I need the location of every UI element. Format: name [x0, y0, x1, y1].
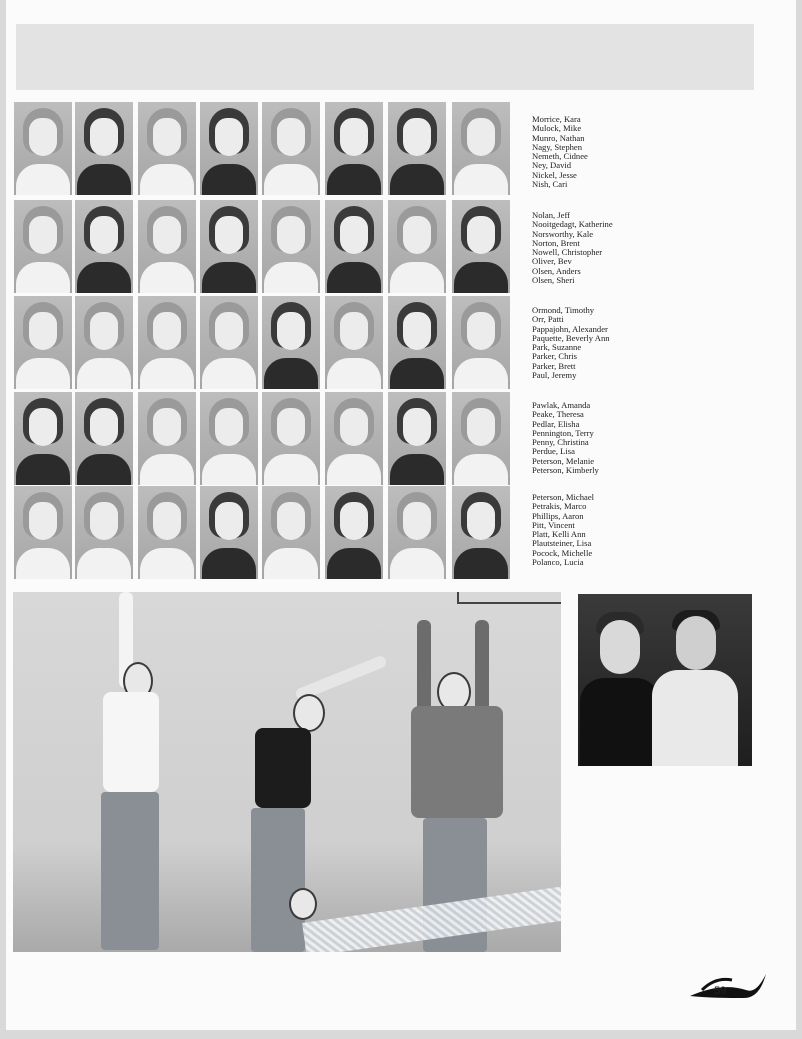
student-name: Phillips, Aaron [532, 510, 584, 521]
student-name: Morrice, Kara [532, 114, 581, 124]
student-name: Paul, Jeremy [532, 370, 577, 381]
name-list [532, 211, 613, 285]
name-list [532, 401, 599, 475]
student-name: Parker, Chris [532, 351, 578, 362]
student-portrait [200, 200, 258, 293]
student-name: Olsen, Sheri [532, 275, 575, 286]
group-photo [13, 592, 561, 952]
student-portrait [14, 486, 72, 579]
student-name: Munro, Nathan [532, 132, 585, 143]
student-name: Paquette, Beverly Ann [532, 332, 610, 343]
student-name: Pappajohn, Alexander [532, 323, 608, 334]
student-name: Plautsteiner, Lisa [532, 538, 592, 549]
student-portrait [325, 200, 383, 293]
name-list [532, 493, 594, 567]
student-portrait [388, 296, 446, 389]
name-list [532, 115, 588, 189]
student-portrait [452, 296, 510, 389]
student-portrait [200, 392, 258, 485]
student-name: Peterson, Michael [532, 492, 595, 502]
student-portrait [262, 200, 320, 293]
student-portrait [325, 392, 383, 485]
student-name: Orr, Patti [532, 314, 564, 325]
portrait-row [14, 200, 518, 296]
student-name: Pedlar, Elisha [532, 418, 580, 429]
student-portrait [75, 296, 133, 389]
student-name: Platt, Kelli Ann [532, 529, 586, 540]
student-portrait [14, 392, 72, 485]
student-portrait [14, 102, 72, 195]
student-portrait [75, 200, 133, 293]
student-name: Nickel, Jesse [532, 169, 577, 180]
page-number: 59 [714, 985, 727, 997]
student-portrait [388, 200, 446, 293]
portrait-row [14, 102, 518, 198]
student-portrait [75, 102, 133, 195]
wall-frame [457, 592, 561, 604]
student-name: Peake, Theresa [532, 409, 584, 420]
student-name: Nowell, Christopher [532, 247, 603, 258]
portrait-row [14, 486, 518, 582]
student-portrait [452, 486, 510, 579]
student-portrait [75, 392, 133, 485]
student-name: Olsen, Anders [532, 265, 581, 276]
student-name: Nooitgedagt, Katherine [532, 219, 613, 230]
student-portrait [262, 102, 320, 195]
student-name: Nish, Cari [532, 179, 568, 190]
student-name: Ormond, Timothy [532, 305, 595, 315]
student-portrait [138, 392, 196, 485]
portrait-row [14, 392, 518, 488]
student-name: Oliver, Bev [532, 256, 572, 267]
student-name: Ney, David [532, 160, 572, 171]
student-portrait [14, 200, 72, 293]
student-portrait [200, 296, 258, 389]
student-portrait [138, 486, 196, 579]
student-name: Norton, Brent [532, 237, 580, 248]
student-portrait [262, 486, 320, 579]
student-name: Nemeth, Cidnee [532, 151, 588, 162]
student-portrait [138, 200, 196, 293]
student-portrait [262, 392, 320, 485]
student-portrait [388, 102, 446, 195]
student-name: Peterson, Melanie [532, 455, 595, 466]
student-portrait [75, 486, 133, 579]
candid-photo [578, 594, 752, 766]
student-name: Petrakis, Marco [532, 501, 587, 512]
student-name: Park, Suzanne [532, 342, 582, 353]
student-portrait [388, 486, 446, 579]
student-name: Parker, Brett [532, 360, 576, 371]
student-portrait [325, 486, 383, 579]
student-portrait [452, 392, 510, 485]
student-portrait [325, 296, 383, 389]
student-name: Mulock, Mike [532, 123, 582, 134]
student-name: Perdue, Lisa [532, 446, 575, 457]
student-portrait [200, 102, 258, 195]
student-portrait [138, 102, 196, 195]
swoosh-logo-icon [688, 968, 768, 1002]
student-name: Pocock, Michelle [532, 547, 593, 558]
student-portrait [262, 296, 320, 389]
student-portrait [452, 102, 510, 195]
student-name: Penny, Christina [532, 437, 589, 448]
portrait-row [14, 296, 518, 392]
student-name: Nagy, Stephen [532, 141, 583, 152]
student-name: Norsworthy, Kale [532, 228, 594, 239]
student-name: Pitt, Vincent [532, 519, 575, 530]
student-portrait [325, 102, 383, 195]
student-name: Pennington, Terry [532, 427, 594, 438]
student-portrait [452, 200, 510, 293]
photo-figure-left [93, 592, 173, 952]
student-name: Polanco, Lucia [532, 557, 584, 568]
student-portrait [138, 296, 196, 389]
student-portrait [388, 392, 446, 485]
student-name: Nolan, Jeff [532, 210, 571, 220]
student-name: Peterson, Kimberly [532, 465, 599, 476]
name-list [532, 306, 610, 380]
header-banner [16, 24, 754, 90]
student-portrait [200, 486, 258, 579]
student-portrait [14, 296, 72, 389]
student-name: Pawlak, Amanda [532, 400, 591, 410]
